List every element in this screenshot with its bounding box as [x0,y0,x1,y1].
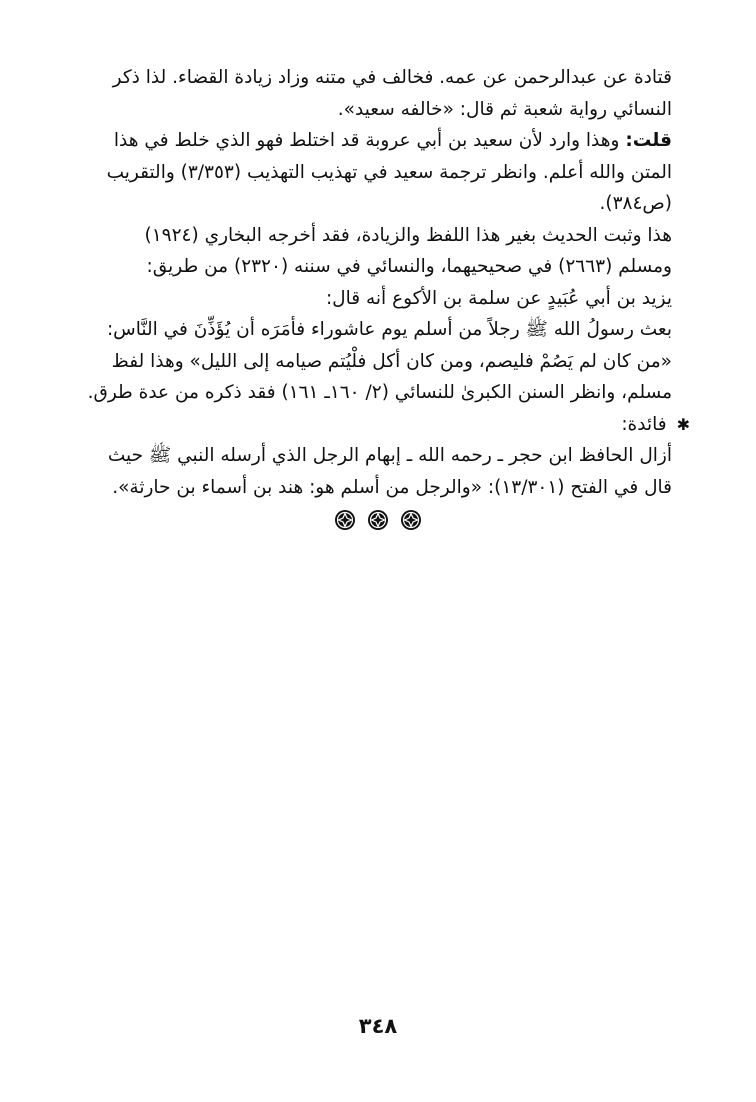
benefit-label: فائدة: [621,413,667,435]
p2-line1-text: وهذا وارد لأن سعيد بن أبي عروبة قد اختلط فهو الذي خلط في هذا [113,130,626,151]
section-end-ornaments [0,509,756,531]
asterisk-icon: ✱ [676,414,690,434]
p1-line1: قتادة عن عبدالرحمن عن عمه. فخالف في متنه وزاد زيادة القضاء. لذا ذكر [112,67,672,88]
p4-line1: أزال الحافظ ابن حجر ـ رحمه الله ـ إبهام الرجل الذي أرسله النبي ﷺ حيث [107,445,672,466]
p2-line2: المتن والله أعلم. وانظر ترجمة سعيد في تهذيب التهذيب (٣/٣٥٣) والتقريب [106,161,672,183]
ornament-icon [334,509,356,531]
p3-line3: يزيد بن أبي عُبَيدٍ عن سلمة بن الأكوع أنه قال: [325,287,672,309]
ornament-icon [400,509,422,531]
p3-line5: «من كان لم يَصُمْ فليصم، ومن كان أكل فلْيُتم صيامه إلى الليل» وهذا لفظ [111,350,672,372]
qultu-label: قلت: [625,130,672,151]
benefit-heading [78,409,690,441]
p3-line1: هذا وثبت الحديث بغير هذا اللفظ والزيادة، فقد أخرجه البخاري (١٩٢٤) [144,224,672,246]
p3-line6: مسلم، وانظر السنن الكبرىٰ للنسائي (٢/ ١٦٠ـ ١٦١) فقد ذكره من عدة طرق. [87,382,672,403]
ornament-icon [367,509,389,531]
page-number: ٣٤٨ [358,1014,398,1038]
page-body [78,62,690,503]
p2-line1 [78,125,672,157]
p3-line2: ومسلم (٢٦٦٣) في صحيحيهما، والنسائي في سننه (٢٣٢٠) من طريق: [146,256,672,277]
p3-line4: بعث رسولُ الله ﷺ رجلاً من أسلم يوم عاشوراء فأمَرَه أن يُؤَذِّنَ في النَّاس: [106,319,672,340]
p1-line2: النسائي رواية شعبة ثم قال: «خالفه سعيد». [337,98,672,120]
p4-line2: قال في الفتح (١٣/٣٠١): «والرجل من أسلم هو: هند بن أسماء بن حارثة». [112,476,672,498]
p2-line3: (ص٣٨٤). [599,193,672,214]
